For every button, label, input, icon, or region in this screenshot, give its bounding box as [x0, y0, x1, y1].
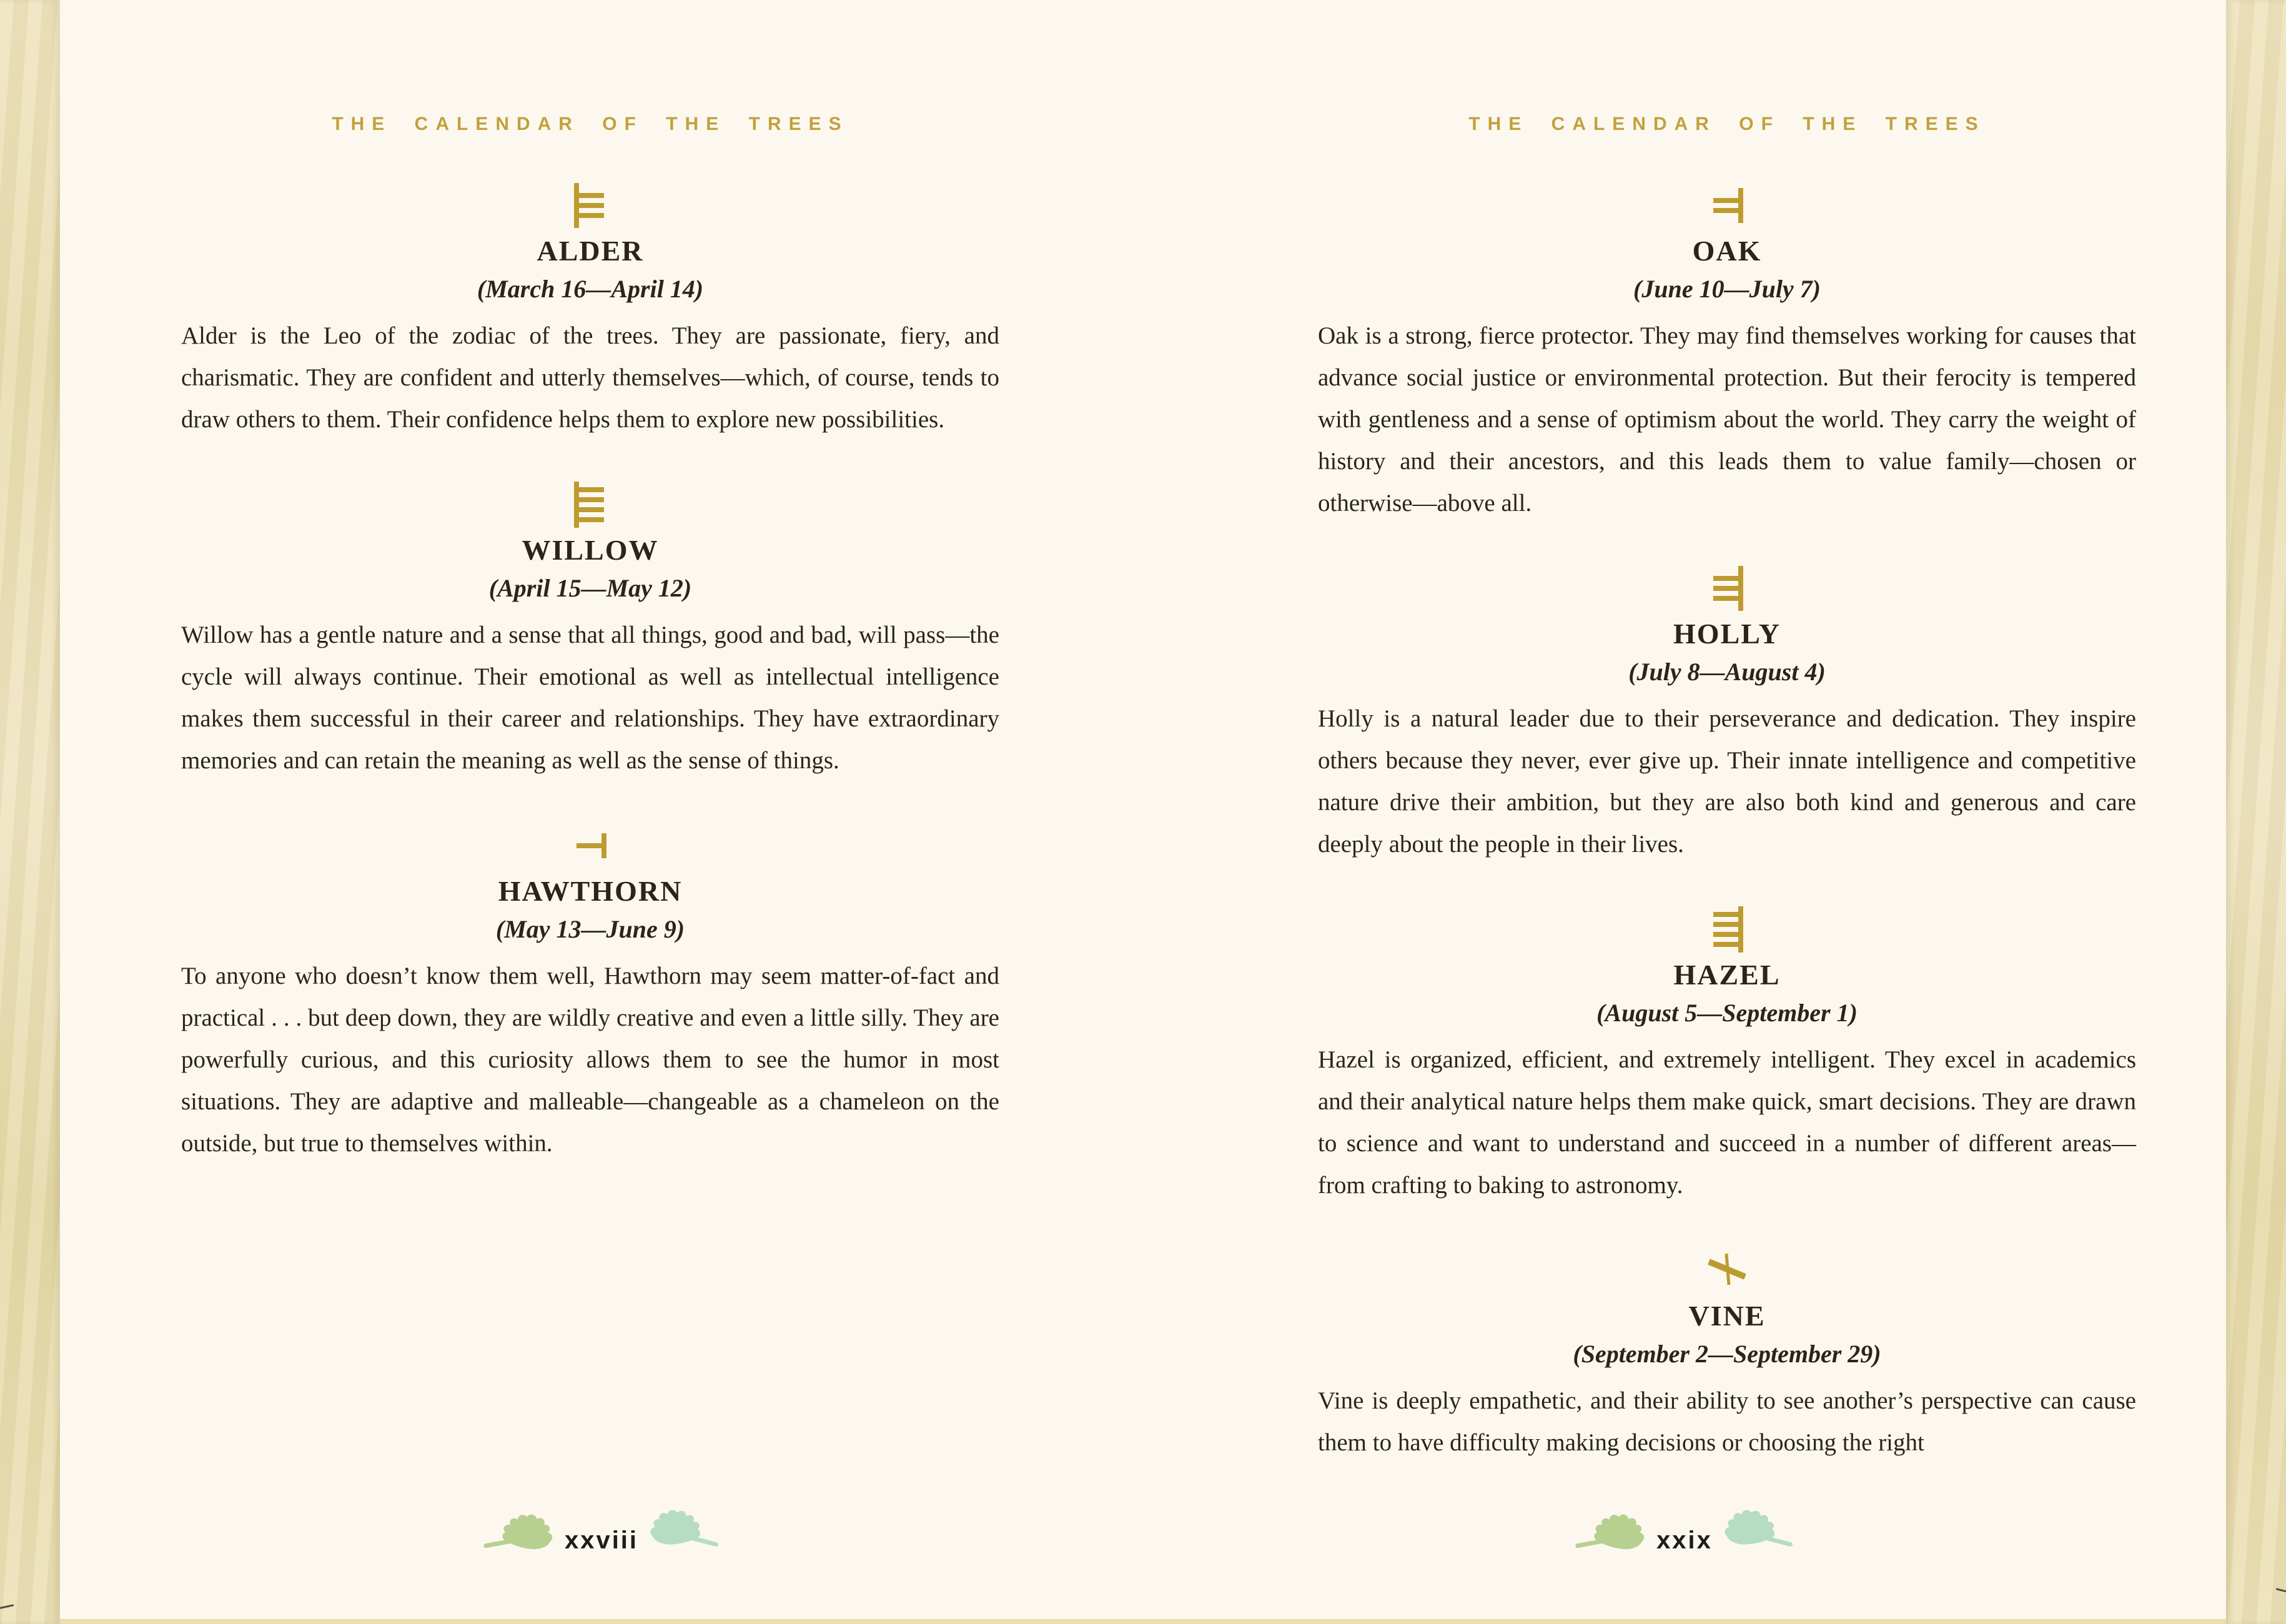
- oak-leaf-mint-icon: [645, 1505, 720, 1555]
- page-footer-left: [60, 1519, 1143, 1562]
- page-right: [1143, 0, 2226, 1624]
- ogham-hazel-icon: [1318, 905, 2136, 954]
- tree-date-range: (June 10—July 7): [1633, 275, 1821, 303]
- tree-section: [181, 181, 999, 440]
- ogham-holly-icon: [1318, 564, 2136, 613]
- ogham-oak-icon: [1318, 181, 2136, 230]
- tree-description: Willow has a gentle nature and a sense that all things, good and bad, will pass—the cycle will always continue. Their emotional as well as intellectual intelligence makes them successful in their career and relationships. They have extraordinary memories and can retain the meaning as well as the sense of things.: [181, 621, 999, 774]
- tree-section: [1318, 905, 2136, 1206]
- oak-leaf-green-icon: [1573, 1507, 1651, 1562]
- tree-name: WILLOW: [522, 534, 659, 566]
- page-right-column: [1318, 0, 2136, 1463]
- tree-date-range: (July 8—August 4): [1628, 658, 1826, 686]
- tree-section: [1318, 1246, 2136, 1463]
- tree-section: [1318, 564, 2136, 865]
- running-head-left: THE CALENDAR OF THE TREES: [332, 114, 849, 134]
- tree-sections-right: [1318, 181, 2136, 1463]
- parchment-edge-left: [0, 0, 60, 1624]
- tree-name: HAZEL: [1673, 959, 1781, 991]
- oak-leaf-green-icon: [482, 1507, 559, 1562]
- page-left: [60, 0, 1143, 1624]
- running-head-right: THE CALENDAR OF THE TREES: [1468, 114, 1986, 134]
- tree-date-range: (August 5—September 1): [1596, 999, 1858, 1027]
- page-number-right: xxix: [1656, 1526, 1713, 1554]
- tree-description: Holly is a natural leader due to their perseverance and dedication. They inspire others because they never, ever give up. Their innate intelligence and competitive nature drive their ambition, but they are also both kind and generous and care deeply about the people in their lives.: [1318, 705, 2136, 858]
- tree-name: HAWTHORN: [498, 875, 683, 907]
- tree-name: HOLLY: [1673, 618, 1781, 650]
- tree-sections-left: [181, 181, 999, 1164]
- tree-name: ALDER: [537, 235, 644, 267]
- tree-date-range: (September 2—September 29): [1573, 1340, 1881, 1368]
- tree-description: Hazel is organized, efficient, and extremely intelligent. They excel in academics and their analytical nature helps them make quick, smart decisions. They are drawn to science and want to understand and succeed in a number of different areas—from crafting to baking to astronomy.: [1318, 1046, 2136, 1199]
- tree-description: Vine is deeply empathetic, and their ability to see another’s perspective can cause them to have difficulty making decisions or choosing the right: [1318, 1387, 2136, 1456]
- tree-description: To anyone who doesn’t know them well, Hawthorn may seem matter-of-fact and practical . . . but deep down, they are wildly creative and even a little silly. They are powerfully curious, and this curiosity allows them to see the humor in most situations. They are adaptive and malleable—changeable as a chameleon on the outside, but true to themselves within.: [181, 963, 999, 1157]
- ogham-vine-icon: [1318, 1246, 2136, 1295]
- tree-section: [1318, 181, 2136, 524]
- tree-section: [181, 821, 999, 1164]
- ogham-willow-icon: [181, 480, 999, 529]
- tree-name: VINE: [1688, 1300, 1766, 1332]
- parchment-crease-right: [2276, 1588, 2286, 1593]
- parchment-edge-bottom: [0, 1619, 2286, 1624]
- ogham-alder-icon: [181, 181, 999, 230]
- tree-date-range: (May 13—June 9): [495, 915, 685, 943]
- tree-section: [181, 480, 999, 781]
- tree-description: Alder is the Leo of the zodiac of the trees. They are passionate, fiery, and charismatic. They are confident and utterly themselves—which, of course, tends to draw others to them. Their confidence helps them to explore new possibilities.: [181, 322, 999, 433]
- page-number-left: xxviii: [564, 1526, 639, 1554]
- tree-description: Oak is a strong, fierce protector. They may find themselves working for causes that advance social justice or environmental protection. But their ferocity is tempered with gentleness and a sense of optimism about the world. They carry the weight of history and their ancestors, and this leads them to value family—chosen or otherwise—above all.: [1318, 322, 2136, 517]
- tree-date-range: (March 16—April 14): [477, 275, 704, 303]
- oak-leaf-mint-icon: [1719, 1505, 1794, 1555]
- parchment-edge-right: [2226, 0, 2286, 1624]
- tree-name: OAK: [1692, 235, 1762, 267]
- page-footer-right: [1143, 1519, 2226, 1562]
- page-left-column: [181, 0, 999, 1164]
- tree-date-range: (April 15—May 12): [488, 574, 692, 602]
- ogham-hawthorn-icon: [181, 821, 999, 870]
